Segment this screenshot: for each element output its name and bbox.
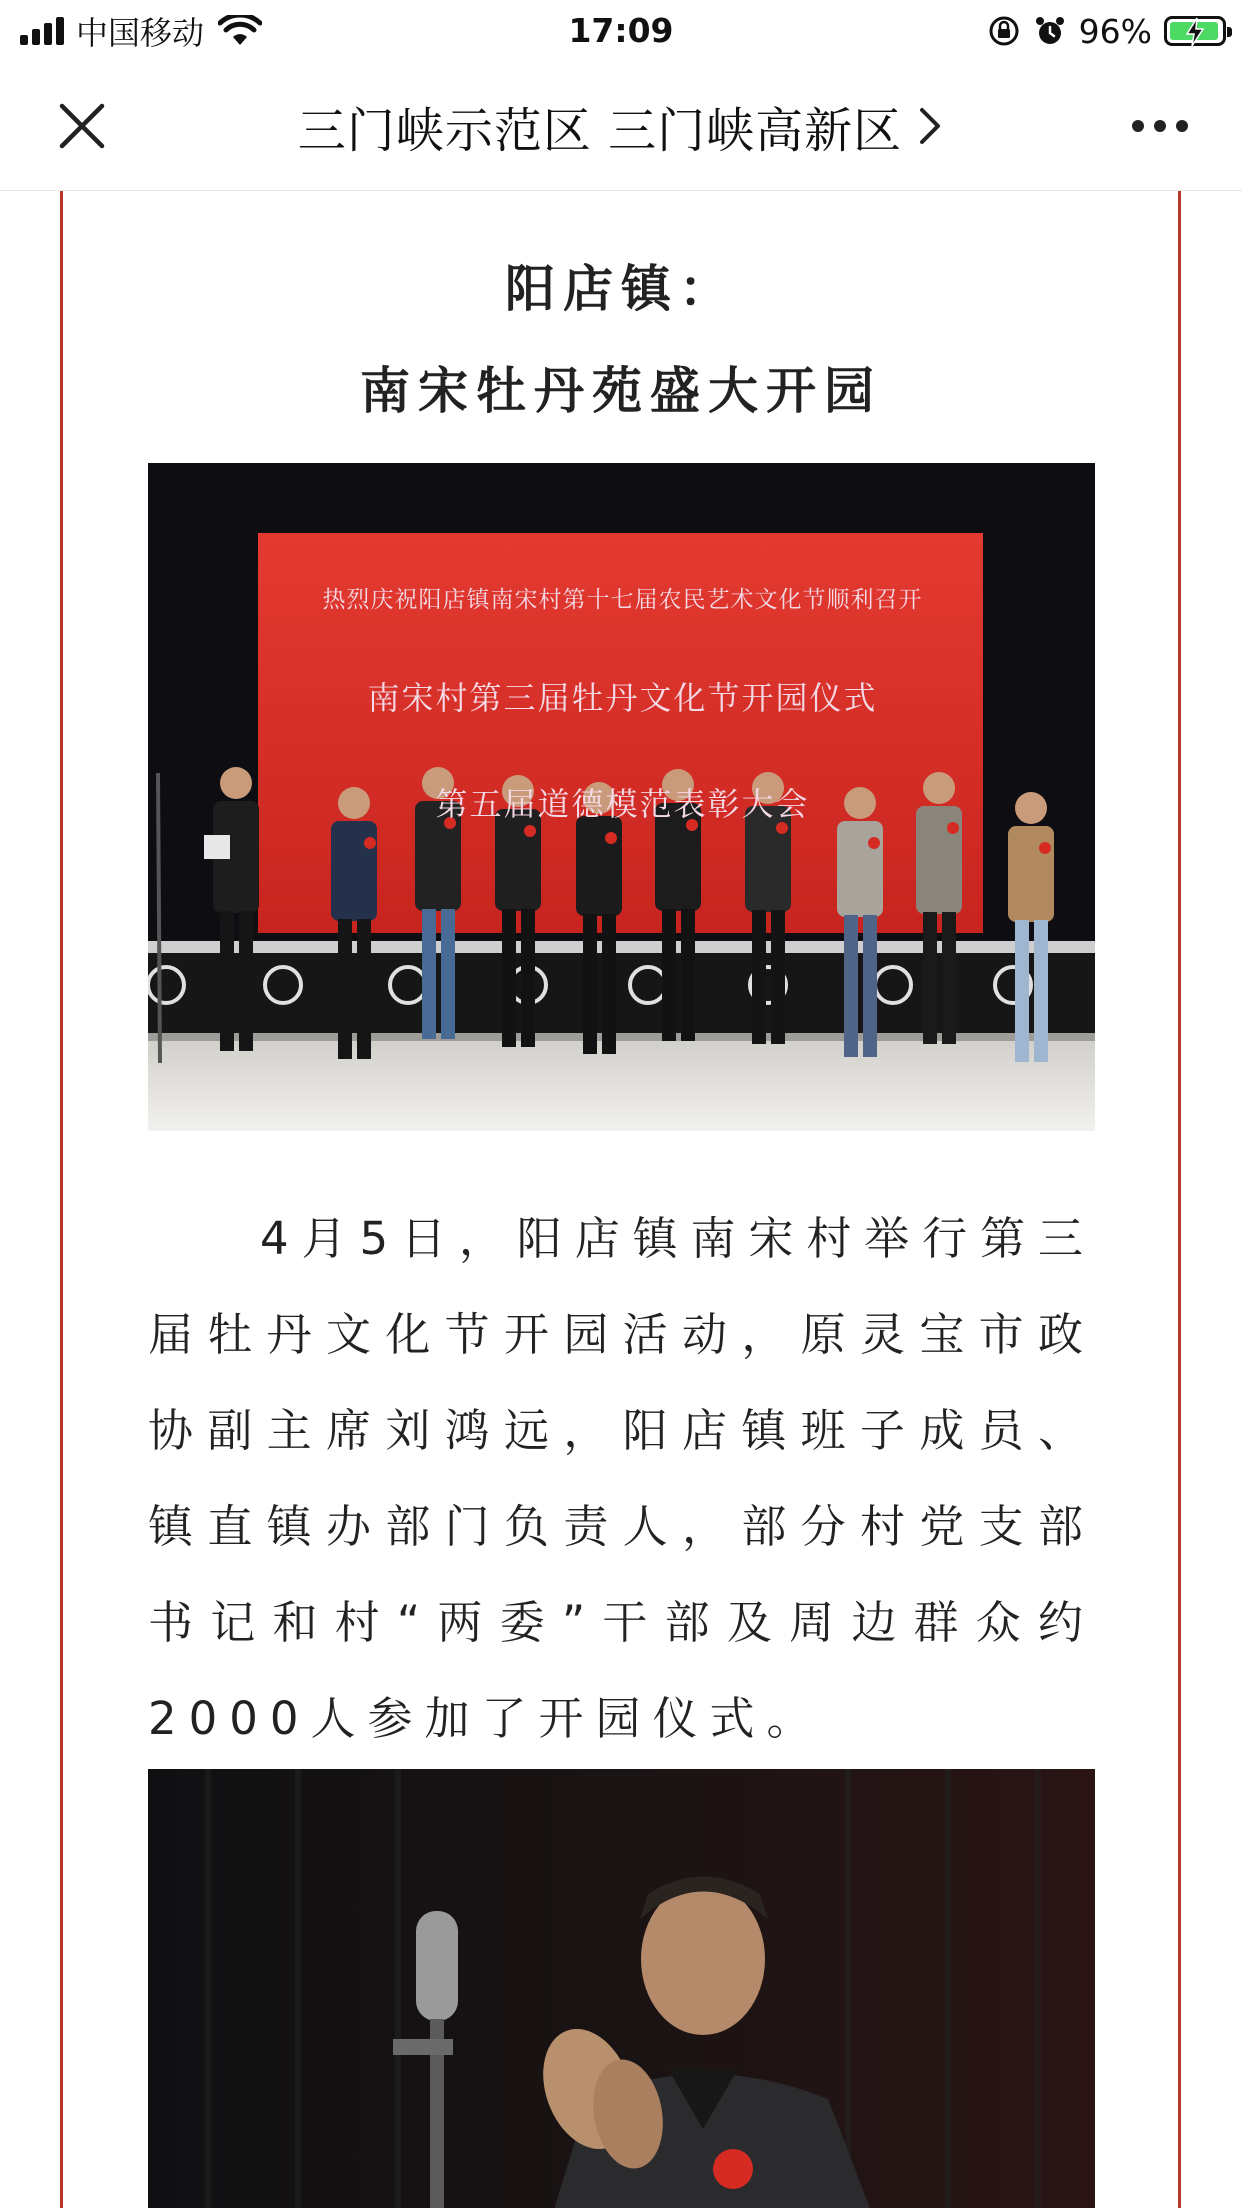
- headline-town: 阳店镇：: [505, 260, 737, 318]
- charging-bolt-icon: [1183, 17, 1207, 47]
- headline-title: 南宋牡丹苑盛大开园: [360, 362, 882, 420]
- nav-title-button[interactable]: [200, 62, 1042, 190]
- battery-icon: [1164, 16, 1226, 46]
- banner-line-1: 热烈庆祝阳店镇南宋村第十七届农民艺术文化节顺利召开: [322, 587, 923, 613]
- status-time: 17:09: [568, 11, 674, 50]
- banner-line-2: 南宋村第三届牡丹文化节开园仪式: [367, 679, 878, 717]
- battery-cap: [1227, 27, 1232, 37]
- speaker-clapping-illustration: [148, 1769, 1095, 2208]
- article-body[interactable]: [0, 191, 1242, 2208]
- battery-percent: 96%: [1078, 11, 1152, 51]
- status-bar: [0, 0, 1242, 62]
- banner-line-3: 第五届道德模范表彰大会: [435, 785, 810, 823]
- alarm-icon: [1033, 14, 1067, 48]
- article-paragraph: 4月5日，阳店镇南宋村举行第三届牡丹文化节开园活动，原灵宝市政协副主席刘鸿远，阳店镇班子成员、镇直镇办部门负责人，部分村党支部书记和村“两委”干部及周边群众约2000人参加了开园仪式。: [148, 1212, 1095, 1745]
- close-icon[interactable]: [54, 98, 110, 154]
- chevron-right-icon: [916, 106, 944, 146]
- status-right: [987, 10, 1226, 52]
- speaker-clapping-photo[interactable]: [148, 1769, 1095, 2208]
- more-icon[interactable]: [1128, 110, 1192, 142]
- left-border-decoration: [60, 191, 63, 2208]
- ceremony-stage-photo[interactable]: [148, 463, 1095, 1131]
- right-border-decoration: [1178, 191, 1181, 2208]
- orientation-lock-icon: [987, 14, 1021, 48]
- nav-bar: [0, 62, 1242, 191]
- nav-title: 三门峡示范区 三门峡高新区: [297, 102, 903, 159]
- carrier-name: 中国移动: [76, 14, 205, 52]
